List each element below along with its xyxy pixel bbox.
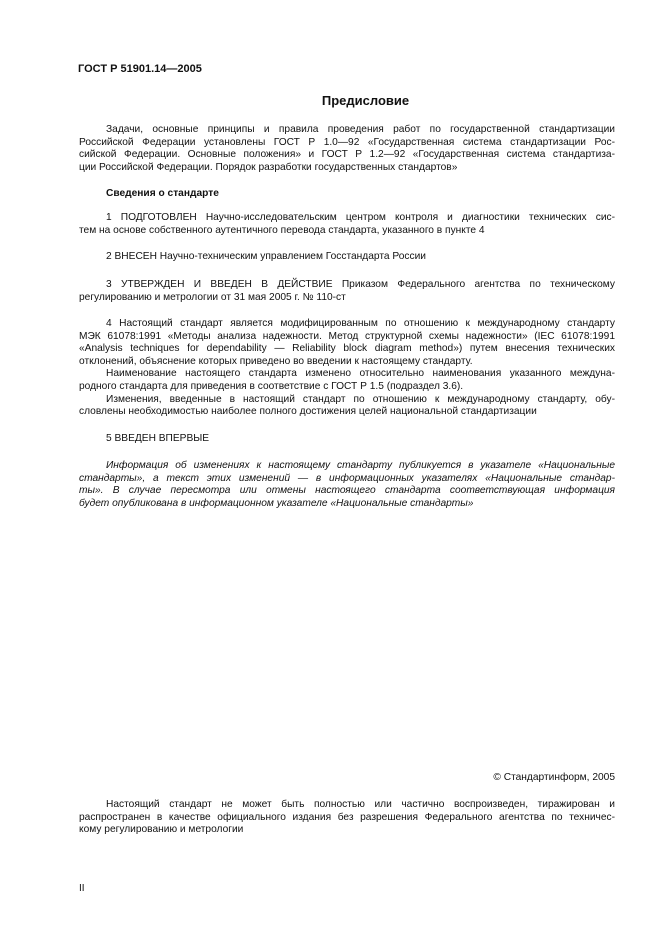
- text-line: «Analysis techniques for dependability — Reliability block diagram method») путем внесения технических: [79, 343, 615, 355]
- text-line: Изменения, введенные в настоящий стандарт по отношению к международному стандарту, обу-: [106, 393, 615, 405]
- page-title: Предисловие: [321, 93, 410, 108]
- text-line: сийской Федерации. Основные положения» и ГОСТ Р 1.2—92 «Государственная система стандартиза-: [79, 149, 615, 161]
- text-line: 5 ВВЕДЕН ВПЕРВЫЕ: [106, 433, 210, 444]
- text-line: стандарты», а текст этих изменений — в информационных указателях «Национальные стандар-: [79, 472, 615, 484]
- text-line: 4 Настоящий стандарт является модифицированным по отношению к международному стандарту: [106, 318, 615, 329]
- text-line: будет опубликована в информационном указателе «Национальные стандарты»: [79, 497, 474, 509]
- item-3: [79, 279, 615, 304]
- text-line: 1 ПОДГОТОВЛЕН Научно-исследовательским центром контроля и диагностики технических сис-: [106, 212, 615, 223]
- section-heading: [79, 188, 615, 201]
- text-line: Информация об изменениях к настоящему стандарту публикуется в указателе «Национальные: [106, 460, 615, 471]
- page-number: II: [79, 883, 85, 894]
- item-2: [79, 251, 615, 264]
- item-1: [79, 212, 615, 237]
- text-line: тем на основе собственного аутентичного перевода стандарта, указанного в пункте 4: [79, 224, 485, 236]
- copyright-notice: © Стандартинформ, 2005: [493, 772, 615, 783]
- text-line: ции Российской Федерации. Порядок разработки государственных стандартов»: [79, 161, 458, 173]
- document-header: ГОСТ Р 51901.14—2005: [78, 63, 202, 75]
- rights-paragraph: [79, 799, 615, 837]
- text-line: отклонений, объяснение которых приведено во введении к настоящему стандарту.: [79, 355, 473, 367]
- notice-paragraph: [79, 460, 615, 510]
- item-4: [79, 318, 615, 419]
- info-heading: Сведения о стандарте: [106, 188, 219, 199]
- text-line: 3 УТВЕРЖДЕН И ВВЕДЕН В ДЕЙСТВИЕ Приказом Федерального агентства по техническому: [106, 279, 615, 290]
- intro-paragraph: [79, 124, 615, 174]
- text-line: ты». В случае пересмотра или отмены настоящего стандарта соответствующая информация: [79, 485, 615, 497]
- text-line: Наименование настоящего стандарта изменено относительно наименования указанного междуна-: [106, 368, 615, 380]
- text-line: распространен в качестве официального издания без разрешения Федерального агентства по техничес-: [79, 811, 615, 823]
- text-line: Российской Федерации установлены ГОСТ Р 1.0—92 «Государственная система стандартизации Рос-: [79, 136, 615, 148]
- text-line: МЭК 61078:1991 «Методы анализа надежности. Метод структурной схемы надежности» (IEC 61078:1991: [79, 330, 615, 342]
- text-line: 2 ВНЕСЕН Научно-техническим управлением Госстандарта России: [106, 251, 426, 262]
- text-line: родного стандарта для приведения в соответствие с ГОСТ Р 1.5 (подраздел 3.6).: [79, 380, 464, 392]
- item-5: [79, 433, 615, 446]
- text-line: Настоящий стандарт не может быть полностью или частично воспроизведен, тиражирован и: [106, 799, 615, 810]
- text-line: Задачи, основные принципы и правила проведения работ по государственной стандартизации: [106, 124, 615, 135]
- text-line: кому регулированию и метрологии: [79, 824, 244, 836]
- text-line: словлены необходимостью наиболее полного достижения целей национальной стандартизации: [79, 406, 537, 418]
- text-line: регулированию и метрологии от 31 мая 2005 г. № 110-ст: [79, 291, 346, 303]
